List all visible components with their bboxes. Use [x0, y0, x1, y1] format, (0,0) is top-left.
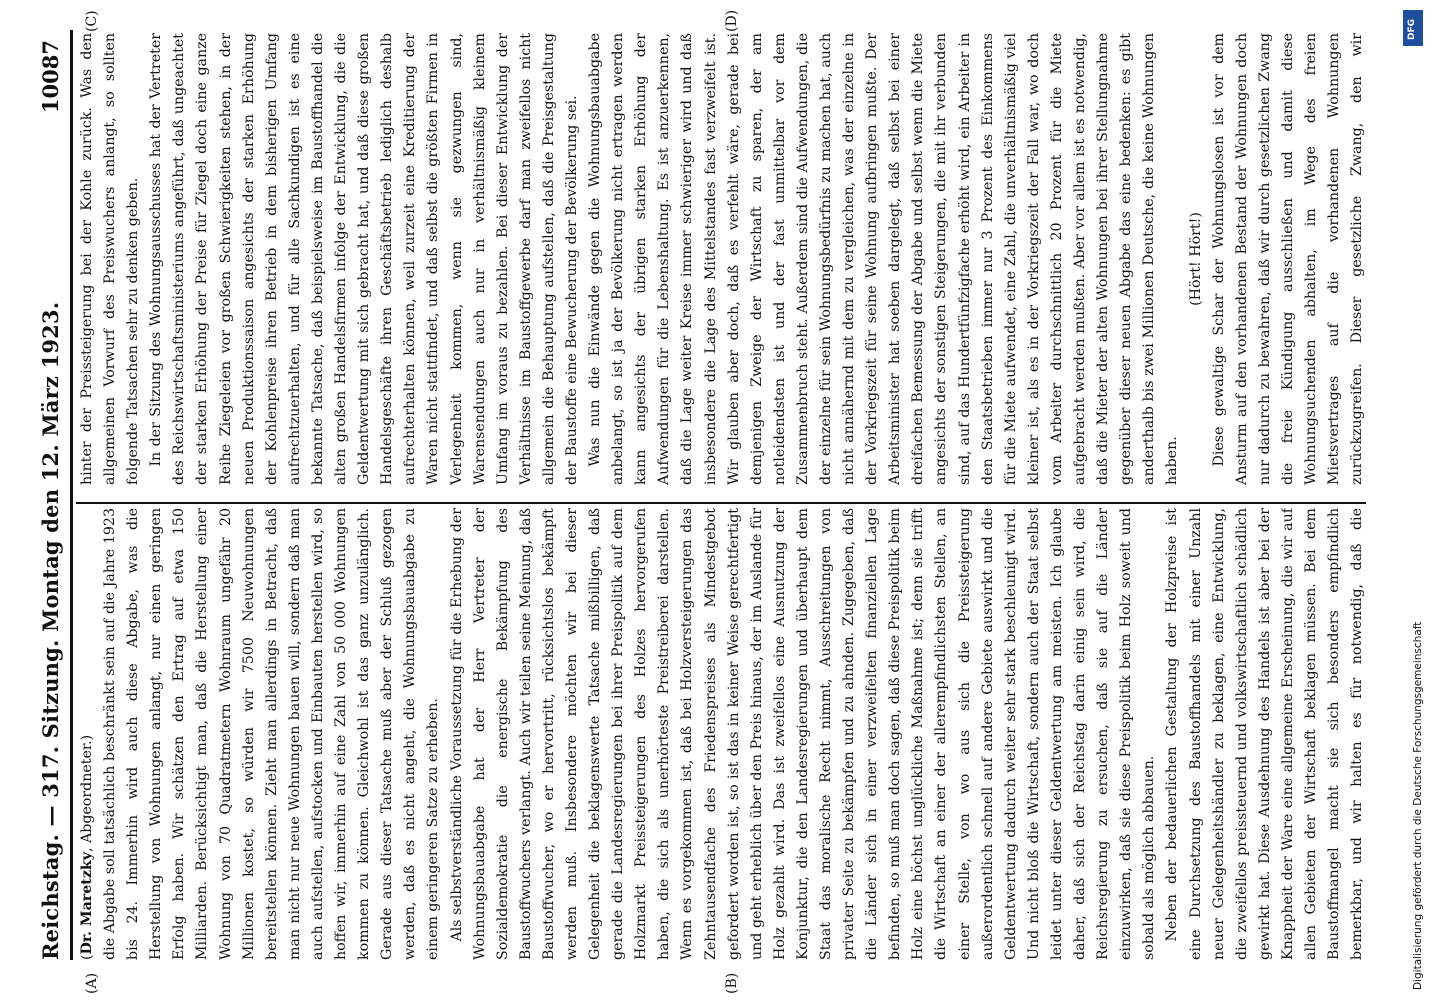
page-header [38, 30, 68, 960]
right-paragraph-4: Diese gewaltige Schar der Wohnungslosen ist vor dem Ansturm auf den vorhandenen Bestand der Wohnungen doch nur dadurch zu bewahren, daß wir durch gesetzlichen Zwang die freie Kündigung ausschließen und damit diese Wohnungsuchenden abhalten, im Wege des freien Mietsvertrages auf die vorhandenen Wohnungen zurückzugreifen. Dieser gesetzliche Zwang, den wir [1210, 33, 1366, 485]
digitization-note: Digitalisierung gefördert durch die Deutsche Forschungsgemeinschaft [1412, 621, 1424, 990]
right-column [76, 33, 1366, 485]
header-rule [70, 30, 73, 960]
page-number: 10087 [38, 40, 63, 114]
right-paragraph-1: hinter der Preissteigerung bei der Kohle zurück. Was den allgemeinen Vorwurf des Preiswuchers anlangt, so sollten folgende Tatsachen sehr zu denken geben. [79, 33, 142, 485]
margin-letter-c: (C) [84, 10, 100, 32]
dfg-logo: DFG [1403, 10, 1423, 46]
interjection-hoert: (Hört! Hört!) [1187, 212, 1204, 306]
left-column [76, 508, 1366, 960]
left-paragraph-1: die Abgabe soll tatsächlich beschränkt sein auf die Jahre 1923 bis 24. Immerhin wird auch diese Abgabe, was die Herstellung von Wohnungen anlangt, nur einen geringen Erfolg haben. Wir schätzen den Ertrag auf etwa 150 Milliarden. Berücksichtigt man, daß die Herstellung einer Wohnung von 70 Quadratmetern Wohnraum ungefähr 20 Millionen kostet, so würden wir 7500 Neuwohnungen bereitstellen können. Zieht man allerdings in Betracht, daß man nicht nur neue Wohnungen bauen will, sondern daß man auch aufstellen, aufstocken und Einbauten herstellen wird, so hoffen wir, immerhin auf eine Zahl von 50 000 Wohnungen kommen zu können. Gleichwohl ist das ganz unzulänglich. Gerade aus dieser Tatsache muß aber der Schluß gezogen werden, daß es nicht angeht, die Wohnungsbauabgabe zu einem geringeren Satze zu erheben. [102, 508, 442, 960]
margin-letter-b: (B) [724, 972, 740, 994]
left-paragraph-3: Neben der bedauerlichen Gestaltung der Holzpreise ist eine Durchsetzung des Baustoffhandels mit einer Unzahl neuer Gelegenheitshändler zu beklagen, eine Entwicklung, die zweifellos preissteuernd und volkswirtschaftlich schädlich gewirkt hat. Diese Ausdehnung des Handels ist aber bei der Knappheit der Ware eine allgemeine Erscheinung, die wir auf allen Gebieten der Wirtschaft beklagen müssen. Bei dem Baustoffmangel macht sie sich besonders empfindlich bemerkbar, und wir halten es für notwendig, daß die [1164, 508, 1366, 960]
margin-letter-d: (D) [724, 9, 740, 32]
left-paragraph-2: Als selbstverständliche Voraussetzung für die Erhebung der Wohnungsbauabgabe hat der Herr Vertreter der Sozialdemokratie die energische Bekämpfung des Baustoffwuchers verlangt. Auch wir teilen seine Meinung, daß Baustoffwucher, wo er hervortritt, rücksichtslos bekämpft werden muß. Insbesondere möchten wir bei dieser Gelegenheit die beklagenswerte Tatsache mißbilligen, daß gerade die Landesregierungen bei ihrer Preispolitik auf dem Holzmarkt Preissteigerungen des Holzes hervorgerufen haben, die sich als unerhörteste Preistreiberei darstellen. Wenn es vorgekommen ist, daß bei Holzversteigerungen das Zehntausendfache des Friedenspreises als Mindestgebot gefordert worden ist, so ist das in keiner Weise gerechtfertigt und geht erheblich über den Preis hinaus, der im Auslande für Holz gezahlt wird. Das ist zweifellos eine Ausnutzung der Konjunktur, die den Landesregierungen und überhaupt dem Staat das moralische Recht nimmt, Ausschreitungen von privater Seite zu bekämpfen und zu ahnden. Zugegeben, daß die Länder sich in einer verzweifelten finanziellen Lage befinden, so muß man doch sagen, daß diese Preispolitik beim Holz eine höchst unglückliche Maßnahme ist; denn sie trifft die Wirtschaft an einer der allerempfindlichsten Stellen, an einer Stelle, von wo aus sich die Preissteigerung außerordentlich schnell auf andere Gebiete auswirkt und die Geldentwertung dadurch weiter sehr stark beschleunigt wird. Und nicht bloß die Wirtschaft, sondern auch der Staat selbst leidet unter dieser Geldentwertung am meisten. Ich glaube daher, daß sich der Reichstag darin einig sein wird, die Reichsregierung zu ersuchen, daß sie auf die Länder einzuwirken, daß sie diese Preispolitik beim Holz soweit und sobald als möglich abbauen. [448, 508, 1158, 960]
right-paragraph-3: Was nun die Einwände gegen die Wohnungsbauabgabe anbelangt, so ist ja der Bevölkerung nicht ertragen werden kann angesichts der übrigen starken Erhöhung der Aufwendungen für die Lebenshaltung. Es ist anzuerkennen, daß die Lage weiter Kreise immer schwieriger wird und daß insbesondere die Lage des Mittelstandes fast verzweifelt ist. Wir glauben aber doch, daß es verfehlt wäre, gerade bei demjenigen Zweige der Wirtschaft zu sparen, der am notleidendsten ist und der fast unmittelbar vor dem Zusammenbruch steht. Außerdem sind die Aufwendungen, die der einzelne für sein Wohnungsbedürfnis zu machen hat, auch nicht annähernd mit dem zu vergleichen, was der einzelne in der Vorkriegszeit für seine Wohnung aufbringen mußte. Der Arbeitsminister hat soeben dargelegt, daß selbst bei einer dreifachen Bemessung der Abgabe und selbst wenn die Miete angesichts der sonstigen Steigerungen, die mit ihr verbunden sind, auf das Hundertfünfzigfache erhöht wird, ein Arbeiter in den Staatsbetrieben immer nur 3 Prozent des Einkommens für die Miete aufwendet, eine Zahl, die unverhältnismäßig viel kleiner ist, als es in der Vorkriegszeit der Fall war, wo doch vom Arbeiter durchschnittlich 20 Prozent für die Miete aufgebracht werden mußten. Aber vor allem ist es notwendig, daß die Mieter der alten Wohnungen bei ihrer Stellungnahme gegenüber dieser neuen Abgabe das eine bedenken: es gibt anderthalb bis zwei Millionen Deutsche, die keine Wohnungen haben. [587, 33, 1181, 485]
speaker-role: , Abgeordneter. [79, 740, 95, 853]
column-divider [76, 502, 1366, 504]
speaker-name: Dr. Maretzky [79, 852, 95, 955]
speaker-line: (Dr. Maretzky, Abgeordneter.) [79, 734, 95, 960]
margin-letter-a: (A) [84, 972, 100, 994]
right-paragraph-2: In der Sitzung des Wohnungsausschusses hat der Vertreter des Reichswirtschaftsministeriums angeführt, daß ungeachtet der starken Erhöhung der Preise für Ziegel doch eine ganze Reihe Ziegeleien vor großen Schwierigkeiten stehen, in der neuen Produktionssaison angesichts der starken Erhöhung der Kohlenpreise ihren Betrieb in dem bisherigen Umfang aufrechtzuerhalten, und für alle Sachkundigen ist es eine bekannte Tatsache, daß beispielsweise im Baustoffhandel die alten großen Handelsfirmen infolge der Entwicklung, die die Geldentwertung mit sich gebracht hat, und daß diese großen Handelsgeschäfte ihren Geschäftsbetrieb lediglich deshalb aufrechterhalten können, weil zurzeit eine Kreditierung der Waren nicht stattfindet, und daß selbst die größten Firmen in Verlegenheit kommen, wenn sie gezwungen sind, Warensendungen auch nur in verhältnismäßig kleinem Umfang im voraus zu bezahlen. Bei dieser Entwicklung der Verhältnisse im Baustoffgewerbe darf man zweifellos nicht allgemein die Behauptung aufstellen, daß die Preisgestaltung der Baustoffe eine Bewucherung der Bevölkerung sei. [148, 33, 580, 485]
header-title: Reichstag. — 317. Sitzung. Montag den 12. März 1923. [38, 301, 63, 960]
